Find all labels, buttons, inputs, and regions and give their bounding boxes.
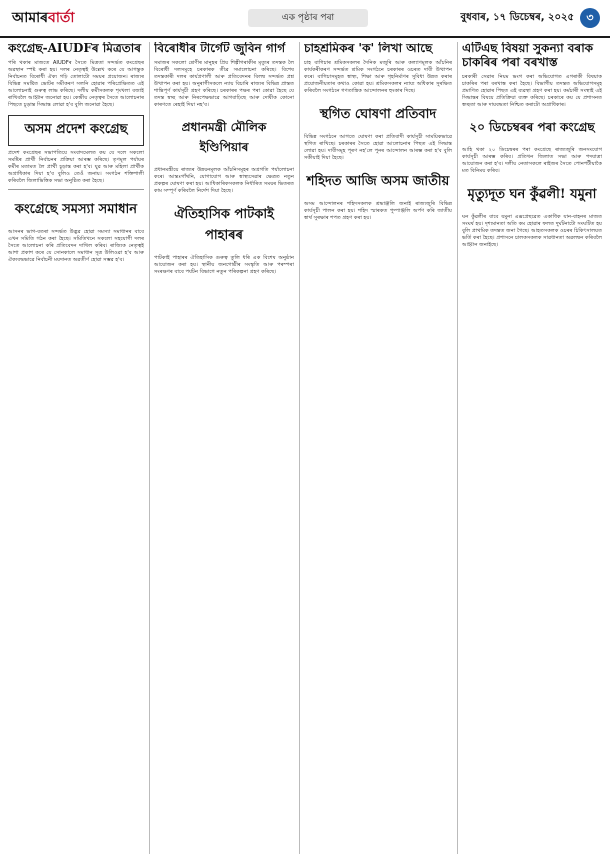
headline-tea-workers: চাহশ্ৰমিকৰ 'ক' লিখা আছে	[304, 42, 433, 55]
subheadline: শহিদত আজি অসম জাতীয়	[306, 173, 450, 189]
column-ats-officer	[462, 42, 602, 854]
headline-ats-officer: এটিএছ বিষয়া সুকন্যা বৰাক চাকৰিৰ পৰা বৰখাস্ত	[462, 42, 594, 69]
article-body: চাহ বাগিচাৰ শ্ৰমিকসকলৰ দৈনিক মজুৰি আৰু কল্যাণমূলক আঁচনিৰ কাৰ্যকৰীকৰণ সন্দৰ্ভত শ্ৰমিক সংগঠনে চৰকাৰৰ ওচৰত দাবী উত্থাপন কৰে। বাগিচাসমূহত স্বাস্থ্য, শিক্ষা আৰু গৃহনিৰ্মাণৰ সুবিধা উন্নত কৰাৰ প্ৰয়োজনীয়তাৰ কথাও কোৱা হয়। শ্ৰমিকসকলৰ ন্যায্য অধিকাৰ সুৰক্ষিত কৰিবলৈ সংগঠনে গণতান্ত্ৰিক আন্দোলনৰ হুংকাৰ দিছে।	[304, 59, 452, 94]
article-body: ঘন কুঁৱলীৰ বাবে যমুনা এক্সপ্ৰেছৱেত একাধিক যান-বাহনৰ মাজত সংঘৰ্ষ হয়। দৃশ্যমানতা অতি কম হোৱাৰ ফলত দুৰ্ঘটনাটো সংঘটিত হয় বুলি প্ৰাথমিক তদন্তত জনা গৈছে। আহতসকলক ওচৰৰ চিকিৎসালয়ত ভৰ্তি কৰা হৈছে। প্ৰশাসনে চালকসকলক সাৱধানতা অৱলম্বন কৰিবলৈ আহ্বান জনাইছে।	[462, 213, 602, 248]
masthead	[0, 0, 610, 38]
article-body: অসম আন্দোলনৰ শহিদসকলক শ্ৰদ্ধাঞ্জলি জনাই ৰাজ্যজুৰি বিভিন্ন কাৰ্যসূচী পালন কৰা হয়। শহিদ স্মাৰকত পুষ্পাঞ্জলি অৰ্পণ কৰি জাতীয় স্বাৰ্থ সুৰক্ষাৰ শপত গ্ৰহণ কৰা হয়।	[304, 200, 452, 221]
article-body: সমাজৰ সকলো শ্ৰেণীৰ মানুহৰ প্ৰিয় শিল্পীগৰাকীৰ মৃত্যুৰ তদন্তক লৈ বিৰোধী দলসমূহে চৰকাৰক তীব্ৰ সমালোচনা কৰিছে। বিশেষ তদন্তকাৰী দলৰ কাৰ্যপ্ৰণালী আৰু প্ৰতিবেদনৰ বিলম্ব সন্দৰ্ভত প্ৰশ্ন উত্থাপন কৰা হয়। অনুৰাগীসকলে ন্যায় বিচাৰি ৰাজ্যৰ বিভিন্ন প্ৰান্তত শান্তিপূৰ্ণ কাৰ্যসূচী গ্ৰহণ কৰিছে। চৰকাৰৰ পক্ষৰ পৰা কোৱা হৈছে যে তদন্ত স্বচ্ছ আৰু নিৰপেক্ষভাৱে আগবাঢ়িছে আৰু দোষীক কোনো কাৰণতে ৰেহাই দিয়া নহ'ব।	[154, 59, 294, 108]
subheadline: ঐতিহাসিক পাটকাই পাহাৰৰ	[174, 206, 274, 243]
column-tea-workers	[304, 42, 452, 854]
subheadline: কংগ্ৰেছে সমস্যা সমাধান	[14, 201, 138, 217]
column-rule	[149, 42, 150, 854]
subheadline: স্থগিত ঘোষণা প্ৰতিবাদ	[319, 106, 437, 122]
article-body: চৰকাৰী সেৱাৰ নিয়ম ভংগ কৰা অভিযোগত এগৰাকী বিষয়াক চাকৰিৰ পৰা বৰখাস্ত কৰা হৈছে। বিভাগীয় তদন্তত অভিযোগসমূহ প্ৰমাণিত হোৱাৰ পিছত এই ব্যৱস্থা গ্ৰহণ কৰা হয়। কৰ্মচাৰী সংস্থাই এই সিদ্ধান্তৰ বিষয়ে প্ৰতিক্ৰিয়া ব্যক্ত কৰিছে। চৰকাৰে কয় যে প্ৰশাসনত স্বচ্ছতা আৰু দায়বদ্ধতা নিশ্চিত কৰাটো অগ্ৰাধিকাৰ।	[462, 73, 602, 108]
column-congress-aiudf	[8, 42, 144, 854]
article-body: আহি থকা ২০ ডিচেম্বৰৰ পৰা কংগ্ৰেছে ৰাজ্যজুৰি জনসংযোগ কাৰ্যসূচী আৰম্ভ কৰিব। প্ৰতিখন জিলাত সভা আৰু পদযাত্ৰা আয়োজন কৰা হ'ব। দলীয় নেতাসকলে ৰাইজৰ সৈতে পোনপটীয়াকৈ মত বিনিময় কৰিব।	[462, 146, 602, 174]
article-body: বিভিন্ন সংগঠনে আগতে ঘোষণা কৰা প্ৰতিবাদী কাৰ্যসূচী সাময়িকভাৱে স্থগিত ৰাখিছে। চৰকাৰৰ সৈতে হোৱা আলোচনাৰ পিছত এই সিদ্ধান্ত লোৱা হয়। দাবীসমূহ পূৰণ নহ'লে পুনৰ আন্দোলন আৰম্ভ কৰা হ'ব বুলি সকীয়াই দিয়া হৈছে।	[304, 133, 452, 161]
subheadline: ২০ ডিচেম্বৰৰ পৰা কংগ্ৰেছ	[469, 119, 595, 134]
subheadline: প্ৰধানমন্ত্ৰী মৌলিক ইণ্ডিপিয়াৰ	[181, 119, 267, 154]
logo-part-b: বাৰ্তা	[48, 10, 75, 26]
subheadline: অসম প্ৰদেশ কংগ্ৰেছ	[8, 115, 144, 146]
subheadline: মৃত্যুদূত ঘন কুঁৱলী! যমুনা	[467, 186, 597, 202]
article-body: পৰি থকাৰ মাজতে AIUDFৰ সৈতে মিত্ৰতা সন্দৰ্ভত কংগ্ৰেছৰ অৱস্থান স্পষ্ট কৰা হয়। দলৰ নেতৃত্বই উল্লেখ কৰে যে আগন্তুক নিৰ্বাচনত বিৰোধী ঐক্য গঢ়ি তোলাটো সময়ৰ প্ৰয়োজন। ৰাজ্যৰ বিভিন্ন সমষ্টিত ভোটৰ সমীকৰণ সলনি হোৱাৰ পৰিপ্ৰেক্ষিতত এই আলোচনাই গুৰুত্ব লাভ কৰিছে। দলীয় কৰ্মীসকলক শৃংখলা বজাই ৰাখিবলৈ আহ্বান জনোৱা হয়। কেন্দ্ৰীয় নেতৃত্বৰ সৈতে আলোচনাৰ পিছতে চূড়ান্ত সিদ্ধান্ত লোৱা হ'ব বুলি জনোৱা হৈছে।	[8, 59, 144, 108]
page-number: ৩	[580, 8, 600, 28]
article-body: আসনৰ ভাগ-বতৰা সন্দৰ্ভত উদ্ভৱ হোৱা সমস্যা সমাধানৰ বাবে এখন সমিতি গঠন কৰা হৈছে। সমিতিখনে সকলো সহযোগী দলৰ সৈতে আলোচনা কৰি প্ৰতিবেদন দাখিল কৰিব। ৰাজ্যিক নেতৃত্বই আশা প্ৰকাশ কৰে যে সোনকালে সমাধান সূত্ৰ উলিওৱা হ'ব আৰু ঐক্যবদ্ধভাৱে নিৰ্বাচনী ময়দানত অৱতীৰ্ণ হোৱা সম্ভৱ হ'ব।	[8, 228, 144, 263]
page-continuation-label: এক পৃষ্ঠাৰ পৰা	[248, 9, 368, 27]
column-rule	[457, 42, 458, 854]
headline-opposition-zubeen: বিৰোধীৰ টাৰ্গেট জুবিন গাৰ্গ	[154, 42, 286, 55]
article-body: প্ৰদেশ কংগ্ৰেছৰ সভাপতিয়ে সংবাদমেলত কয় যে দলে সকলো সমষ্টিৰ প্ৰাৰ্থী নিৰ্বাচনৰ প্ৰক্ৰিয়া আৰম্ভ কৰিছে। তৃণমূল পৰ্যায়ৰ কৰ্মীৰ মতামত লৈ প্ৰাৰ্থী চূড়ান্ত কৰা হ'ব। যুৱ আৰু মহিলা প্ৰাৰ্থীক অগ্ৰাধিকাৰ দিয়া হ'ব বুলিও তেওঁ জনায়। সংগঠন শক্তিশালী কৰিবলৈ জিলাভিত্তিক সভা অনুষ্ঠিত কৰা হৈছে।	[8, 149, 144, 184]
logo-part-a: আমাৰ	[12, 10, 49, 26]
article-body: প্ৰধানমন্ত্ৰীয়ে ৰাজ্যৰ উন্নয়নমূলক আঁচনিসমূহৰ অগ্ৰগতি পৰ্যালোচনা কৰে। আন্তঃগাঁথনি, যোগাযোগ আৰু স্বাস্থ্যসেৱাৰ ক্ষেত্ৰত নতুন প্ৰকল্পৰ ঘোষণা কৰা হয়। আধিকাৰিকসকলক নিৰ্ধাৰিত সময়ৰ ভিতৰত কাম সম্পূৰ্ণ কৰিবলৈ নিৰ্দেশ দিয়া হৈছে।	[154, 166, 294, 194]
column-rule	[299, 42, 300, 854]
divider	[8, 189, 144, 190]
newspaper-logo	[12, 6, 74, 30]
issue-date: বুধবাৰ, ১৭ ডিচেম্বৰ, ২০২৫	[460, 12, 574, 23]
article-body: পাটকাই পাহাৰৰ ঐতিহাসিক গুৰুত্ব তুলি ধৰি এক বিশেষ অনুষ্ঠান আয়োজন কৰা হয়। স্থানীয় জনগোষ্ঠীৰ সংস্কৃতি আৰু পৰম্পৰা সংৰক্ষণৰ বাবে পৰ্যটন বিভাগে নতুন পৰিকল্পনা গ্ৰহণ কৰিছে।	[154, 254, 294, 275]
column-opposition-zubeen	[154, 42, 294, 854]
headline-congress-aiudf: কংগ্ৰেছ-AIUDFৰ মিত্ৰতাৰ	[8, 42, 142, 55]
